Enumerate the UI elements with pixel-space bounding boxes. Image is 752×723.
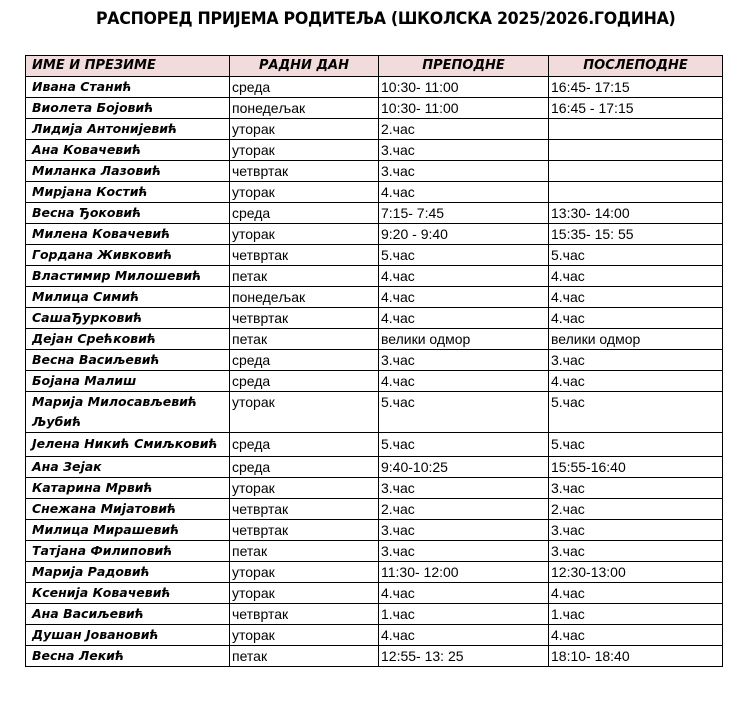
name-cell: Татјана Филиповић: [26, 541, 230, 562]
header-afternoon: ПОСЛЕПОДНЕ: [549, 56, 723, 77]
table-row: [26, 457, 723, 478]
table-row: [26, 140, 723, 161]
day-cell: четвртак: [230, 499, 379, 520]
day-cell: четвртак: [230, 604, 379, 625]
name-cell: Снежана Мијатовић: [26, 499, 230, 520]
name-cell: Гордана Живковић: [26, 245, 230, 266]
afternoon-cell: 13:30- 14:00: [549, 203, 723, 224]
table-row: [26, 371, 723, 392]
morning-cell: 3.час: [379, 520, 549, 541]
header-name: ИМЕ И ПРЕЗИМЕ: [26, 56, 230, 77]
morning-cell: 2.час: [379, 499, 549, 520]
name-cell: Ксенија Ковачевић: [26, 583, 230, 604]
name-cell: Ивана Станић: [26, 77, 230, 98]
table-row: [26, 625, 723, 646]
day-cell: четвртак: [230, 308, 379, 329]
table-row: [26, 224, 723, 245]
morning-cell: 3.час: [379, 161, 549, 182]
table-row: [26, 562, 723, 583]
table-row: [26, 287, 723, 308]
morning-cell: 4.час: [379, 583, 549, 604]
table-row: [26, 308, 723, 329]
table-row: [26, 478, 723, 499]
afternoon-cell: 5.час: [549, 433, 723, 457]
day-cell: уторак: [230, 583, 379, 604]
name-cell: Бојана Малиш: [26, 371, 230, 392]
morning-cell: 4.час: [379, 182, 549, 203]
morning-cell: 3.час: [379, 350, 549, 371]
header-day: РАДНИ ДАН: [230, 56, 379, 77]
afternoon-cell: 18:10- 18:40: [549, 646, 723, 667]
afternoon-cell: 12:30-13:00: [549, 562, 723, 583]
morning-cell: 9:20 - 9:40: [379, 224, 549, 245]
afternoon-cell: 4.час: [549, 583, 723, 604]
name-cell: Ана Васиљевић: [26, 604, 230, 625]
day-cell: петак: [230, 266, 379, 287]
name-cell: Катарина Мрвић: [26, 478, 230, 499]
day-cell: понедељак: [230, 287, 379, 308]
name-cell: Весна Лекић: [26, 646, 230, 667]
morning-cell: 9:40-10:25: [379, 457, 549, 478]
header-morning: ПРЕПОДНЕ: [379, 56, 549, 77]
table-row: [26, 119, 723, 140]
afternoon-cell: 4.час: [549, 308, 723, 329]
afternoon-cell: 16:45 - 17:15: [549, 98, 723, 119]
afternoon-cell: 3.час: [549, 478, 723, 499]
day-cell: среда: [230, 457, 379, 478]
afternoon-cell: 3.час: [549, 350, 723, 371]
name-cell: Мирјана Костић: [26, 182, 230, 203]
morning-cell: 10:30- 11:00: [379, 98, 549, 119]
morning-cell: 12:55- 13: 25: [379, 646, 549, 667]
day-cell: уторак: [230, 478, 379, 499]
day-cell: среда: [230, 371, 379, 392]
morning-cell: 4.час: [379, 625, 549, 646]
table-row: [26, 350, 723, 371]
afternoon-cell: 5.час: [549, 245, 723, 266]
table-header-row: [26, 56, 723, 77]
afternoon-cell: [549, 119, 723, 140]
name-cell: Милица Мирашевић: [26, 520, 230, 541]
afternoon-cell: 15:55-16:40: [549, 457, 723, 478]
morning-cell: 3.час: [379, 478, 549, 499]
name-cell: Ана Зејак: [26, 457, 230, 478]
name-cell: Виолета Бојовић: [26, 98, 230, 119]
day-cell: среда: [230, 433, 379, 457]
afternoon-cell: [549, 182, 723, 203]
day-cell: четвртак: [230, 245, 379, 266]
day-cell: среда: [230, 203, 379, 224]
morning-cell: 4.час: [379, 266, 549, 287]
name-cell: Дејан Срећковић: [26, 329, 230, 350]
day-cell: уторак: [230, 562, 379, 583]
table-row: [26, 541, 723, 562]
day-cell: уторак: [230, 140, 379, 161]
morning-cell: 5.час: [379, 392, 549, 433]
name-cell: СашаЂурковић: [26, 308, 230, 329]
afternoon-cell: 2.час: [549, 499, 723, 520]
table-row: [26, 646, 723, 667]
name-cell: Лидија Антонијевић: [26, 119, 230, 140]
day-cell: петак: [230, 646, 379, 667]
morning-cell: велики одмор: [379, 329, 549, 350]
day-cell: петак: [230, 541, 379, 562]
morning-cell: 5.час: [379, 245, 549, 266]
table-row: [26, 98, 723, 119]
morning-cell: 3.час: [379, 140, 549, 161]
afternoon-cell: [549, 161, 723, 182]
table-row: [26, 604, 723, 625]
morning-cell: 3.час: [379, 541, 549, 562]
page-title: РАСПОРЕД ПРИЈЕМА РОДИТЕЉА (ШКОЛСКА 2025/2026.ГОДИНА): [96, 9, 676, 29]
day-cell: уторак: [230, 182, 379, 203]
afternoon-cell: велики одмор: [549, 329, 723, 350]
day-cell: четвртак: [230, 520, 379, 541]
name-cell: Милена Ковачевић: [26, 224, 230, 245]
afternoon-cell: [549, 140, 723, 161]
table-row: [26, 266, 723, 287]
morning-cell: 10:30- 11:00: [379, 77, 549, 98]
afternoon-cell: 15:35- 15: 55: [549, 224, 723, 245]
morning-cell: 1.час: [379, 604, 549, 625]
table-row: [26, 583, 723, 604]
name-cell: Душан Јовановић: [26, 625, 230, 646]
morning-cell: 2.час: [379, 119, 549, 140]
schedule-table: [25, 55, 723, 667]
name-cell: Весна Ђоковић: [26, 203, 230, 224]
afternoon-cell: 3.час: [549, 541, 723, 562]
morning-cell: 7:15- 7:45: [379, 203, 549, 224]
afternoon-cell: 1.час: [549, 604, 723, 625]
table-row: [26, 161, 723, 182]
morning-cell: 11:30- 12:00: [379, 562, 549, 583]
table-row: [26, 182, 723, 203]
name-cell: Ана Ковачевић: [26, 140, 230, 161]
afternoon-cell: 4.час: [549, 266, 723, 287]
table-row: [26, 245, 723, 266]
afternoon-cell: 5.час: [549, 392, 723, 433]
day-cell: уторак: [230, 119, 379, 140]
afternoon-cell: 4.час: [549, 287, 723, 308]
name-cell: Марија Милосављевић Љубић: [26, 392, 230, 433]
day-cell: среда: [230, 77, 379, 98]
day-cell: уторак: [230, 224, 379, 245]
morning-cell: 4.час: [379, 308, 549, 329]
name-cell: Милица Симић: [26, 287, 230, 308]
name-cell: Властимир Милошевић: [26, 266, 230, 287]
table-row: [26, 203, 723, 224]
name-cell: Марија Радовић: [26, 562, 230, 583]
day-cell: уторак: [230, 392, 379, 433]
afternoon-cell: 3.час: [549, 520, 723, 541]
name-cell: Јелена Никић Смиљковић: [26, 433, 230, 457]
name-cell: Миланка Лазовић: [26, 161, 230, 182]
day-cell: четвртак: [230, 161, 379, 182]
table-row: [26, 499, 723, 520]
table-row: [26, 329, 723, 350]
table-row: [26, 77, 723, 98]
table-row: [26, 433, 723, 457]
table-row: [26, 520, 723, 541]
day-cell: петак: [230, 329, 379, 350]
day-cell: понедељак: [230, 98, 379, 119]
morning-cell: 4.час: [379, 287, 549, 308]
afternoon-cell: 16:45- 17:15: [549, 77, 723, 98]
name-cell: Весна Васиљевић: [26, 350, 230, 371]
day-cell: уторак: [230, 625, 379, 646]
afternoon-cell: 4.час: [549, 371, 723, 392]
morning-cell: 4.час: [379, 371, 549, 392]
day-cell: среда: [230, 350, 379, 371]
morning-cell: 5.час: [379, 433, 549, 457]
afternoon-cell: 4.час: [549, 625, 723, 646]
table-row: [26, 392, 723, 433]
